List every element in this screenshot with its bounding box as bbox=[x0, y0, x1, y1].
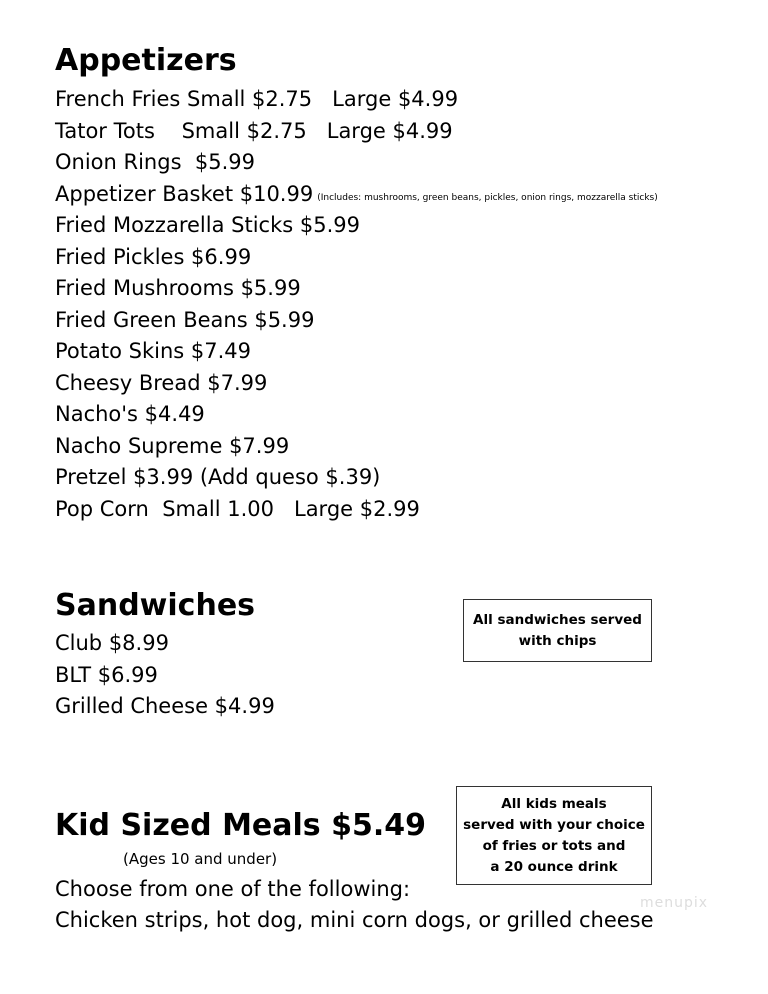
menu-item bbox=[55, 84, 658, 116]
menu-item-text: BLT $6.99 bbox=[55, 662, 158, 687]
menu-item bbox=[55, 242, 658, 274]
menu-item-text: Tator Tots Small $2.75 Large $4.99 bbox=[55, 118, 453, 143]
sandwiches-heading: Sandwiches bbox=[55, 588, 256, 623]
kids-choose-line: Choose from one of the following: bbox=[55, 877, 411, 901]
appetizers-list bbox=[55, 84, 658, 525]
menu-item-text: Cheesy Bread $7.99 bbox=[55, 370, 268, 395]
note-line: All kids meals bbox=[501, 795, 607, 812]
menu-item bbox=[55, 431, 658, 463]
note-line: All sandwiches served bbox=[473, 611, 642, 628]
menu-item-text: Fried Green Beans $5.99 bbox=[55, 307, 315, 332]
watermark: menupix bbox=[640, 895, 709, 911]
menu-item bbox=[55, 462, 658, 494]
sandwiches-list bbox=[55, 628, 275, 723]
menu-item-note: (Includes: mushrooms, green beans, pickles, onion rings, mozzarella sticks) bbox=[317, 192, 658, 203]
menu-item-text: Appetizer Basket $10.99 bbox=[55, 181, 314, 206]
menu-item bbox=[55, 305, 658, 337]
menu-item bbox=[55, 336, 658, 368]
menu-item bbox=[55, 116, 658, 148]
kids-note-box bbox=[456, 786, 652, 885]
menu-item-text: Pop Corn Small 1.00 Large $2.99 bbox=[55, 496, 420, 521]
kids-meals-heading: Kid Sized Meals $5.49 bbox=[55, 808, 426, 843]
menu-item bbox=[55, 147, 658, 179]
menu-item-text: Nacho Supreme $7.99 bbox=[55, 433, 290, 458]
note-line: served with your choice bbox=[463, 816, 645, 833]
kids-options-line: Chicken strips, hot dog, mini corn dogs, or grilled cheese bbox=[55, 908, 654, 932]
menu-item-text: Fried Mushrooms $5.99 bbox=[55, 276, 301, 300]
menu-item-text: Fried Mozzarella Sticks $5.99 bbox=[55, 213, 360, 237]
menu-item bbox=[55, 628, 275, 660]
note-line: of fries or tots and bbox=[482, 837, 626, 854]
menu-item bbox=[55, 691, 275, 723]
menu-item-text: Nacho's $4.49 bbox=[55, 402, 205, 426]
menu-item-text: Potato Skins $7.49 bbox=[55, 339, 251, 363]
menu-item-text: Fried Pickles $6.99 bbox=[55, 244, 252, 269]
menu-item bbox=[55, 179, 658, 211]
menu-item bbox=[55, 660, 275, 692]
menu-item bbox=[55, 273, 658, 305]
menu-item bbox=[55, 399, 658, 431]
appetizers-heading: Appetizers bbox=[55, 43, 237, 78]
menu-item bbox=[55, 494, 658, 526]
note-line: with chips bbox=[518, 632, 597, 649]
menu-item bbox=[55, 210, 658, 242]
menu-item-text: Pretzel $3.99 (Add queso $.39) bbox=[55, 465, 381, 489]
menu-item bbox=[55, 368, 658, 400]
menu-item-text: French Fries Small $2.75 Large $4.99 bbox=[55, 87, 459, 111]
note-line: a 20 ounce drink bbox=[490, 858, 618, 875]
menu-item-text: Grilled Cheese $4.99 bbox=[55, 694, 275, 718]
menu-item-text: Club $8.99 bbox=[55, 631, 169, 655]
sandwiches-note-box bbox=[463, 599, 652, 662]
kids-age-note: (Ages 10 and under) bbox=[123, 850, 278, 868]
menu-item-text: Onion Rings $5.99 bbox=[55, 150, 255, 174]
